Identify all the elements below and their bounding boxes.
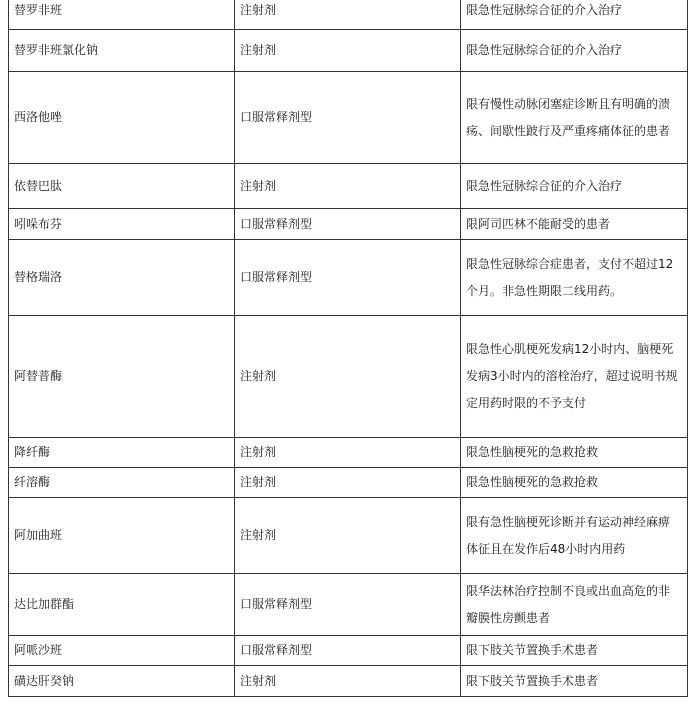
- drug-name-cell: 依替巴肽: [9, 164, 235, 209]
- dosage-form-cell: 注射剂: [235, 498, 461, 574]
- drug-name-cell: 吲哚布芬: [9, 209, 235, 240]
- restriction-cell: 限急性脑梗死的急救抢救: [461, 468, 688, 498]
- dosage-form-cell: 口服常释剂型: [235, 574, 461, 636]
- table-row: [9, 574, 688, 636]
- table-row: [9, 468, 688, 498]
- dosage-form-cell: 注射剂: [235, 316, 461, 438]
- table-row: [9, 316, 688, 438]
- table-row: [9, 0, 688, 30]
- table-row: [9, 30, 688, 72]
- dosage-form-cell: 注射剂: [235, 30, 461, 72]
- restriction-cell: 限华法林治疗控制不良或出血高危的非瓣膜性房颤患者: [461, 574, 688, 636]
- drug-name-cell: 降纤酶: [9, 438, 235, 468]
- drug-name-cell: 纤溶酶: [9, 468, 235, 498]
- drug-name-cell: 西洛他唑: [9, 72, 235, 164]
- table-row: [9, 240, 688, 316]
- dosage-form-cell: 口服常释剂型: [235, 240, 461, 316]
- dosage-form-cell: 口服常释剂型: [235, 636, 461, 666]
- restriction-cell: 限急性脑梗死的急救抢救: [461, 438, 688, 468]
- table-row: [9, 164, 688, 209]
- restriction-cell: 限急性冠脉综合征的介入治疗: [461, 30, 688, 72]
- dosage-form-cell: 口服常释剂型: [235, 209, 461, 240]
- drug-name-cell: 达比加群酯: [9, 574, 235, 636]
- table-row: [9, 636, 688, 666]
- table-row: [9, 209, 688, 240]
- dosage-form-cell: 注射剂: [235, 468, 461, 498]
- restriction-cell: 限下肢关节置换手术患者: [461, 666, 688, 697]
- dosage-form-cell: 口服常释剂型: [235, 72, 461, 164]
- drug-name-cell: 阿替普酶: [9, 316, 235, 438]
- table-row: [9, 72, 688, 164]
- dosage-form-cell: 注射剂: [235, 164, 461, 209]
- drug-name-cell: 替格瑞洛: [9, 240, 235, 316]
- drug-name-cell: 磺达肝癸钠: [9, 666, 235, 697]
- restriction-cell: 限急性冠脉综合征的介入治疗: [461, 164, 688, 209]
- drug-restriction-table: [8, 0, 688, 697]
- dosage-form-cell: 注射剂: [235, 438, 461, 468]
- restriction-cell: 限急性冠脉综合征的介入治疗: [461, 0, 688, 30]
- table-row: [9, 666, 688, 697]
- table-row: [9, 438, 688, 468]
- restriction-cell: 限阿司匹林不能耐受的患者: [461, 209, 688, 240]
- table-row: [9, 498, 688, 574]
- drug-name-cell: 阿哌沙班: [9, 636, 235, 666]
- drug-name-cell: 替罗非班氯化钠: [9, 30, 235, 72]
- restriction-cell: 限急性心肌梗死发病12小时内、脑梗死发病3小时内的溶栓治疗，超过说明书规定用药时限的不予支付: [461, 316, 688, 438]
- restriction-cell: 限下肢关节置换手术患者: [461, 636, 688, 666]
- drug-name-cell: 替罗非班: [9, 0, 235, 30]
- dosage-form-cell: 注射剂: [235, 0, 461, 30]
- restriction-cell: 限有急性脑梗死诊断并有运动神经麻痹体征且在发作后48小时内用药: [461, 498, 688, 574]
- drug-name-cell: 阿加曲班: [9, 498, 235, 574]
- dosage-form-cell: 注射剂: [235, 666, 461, 697]
- restriction-cell: 限有慢性动脉闭塞症诊断且有明确的溃疡、间歇性跛行及严重疼痛体征的患者: [461, 72, 688, 164]
- restriction-cell: 限急性冠脉综合症患者，支付不超过12个月。非急性期限二线用药。: [461, 240, 688, 316]
